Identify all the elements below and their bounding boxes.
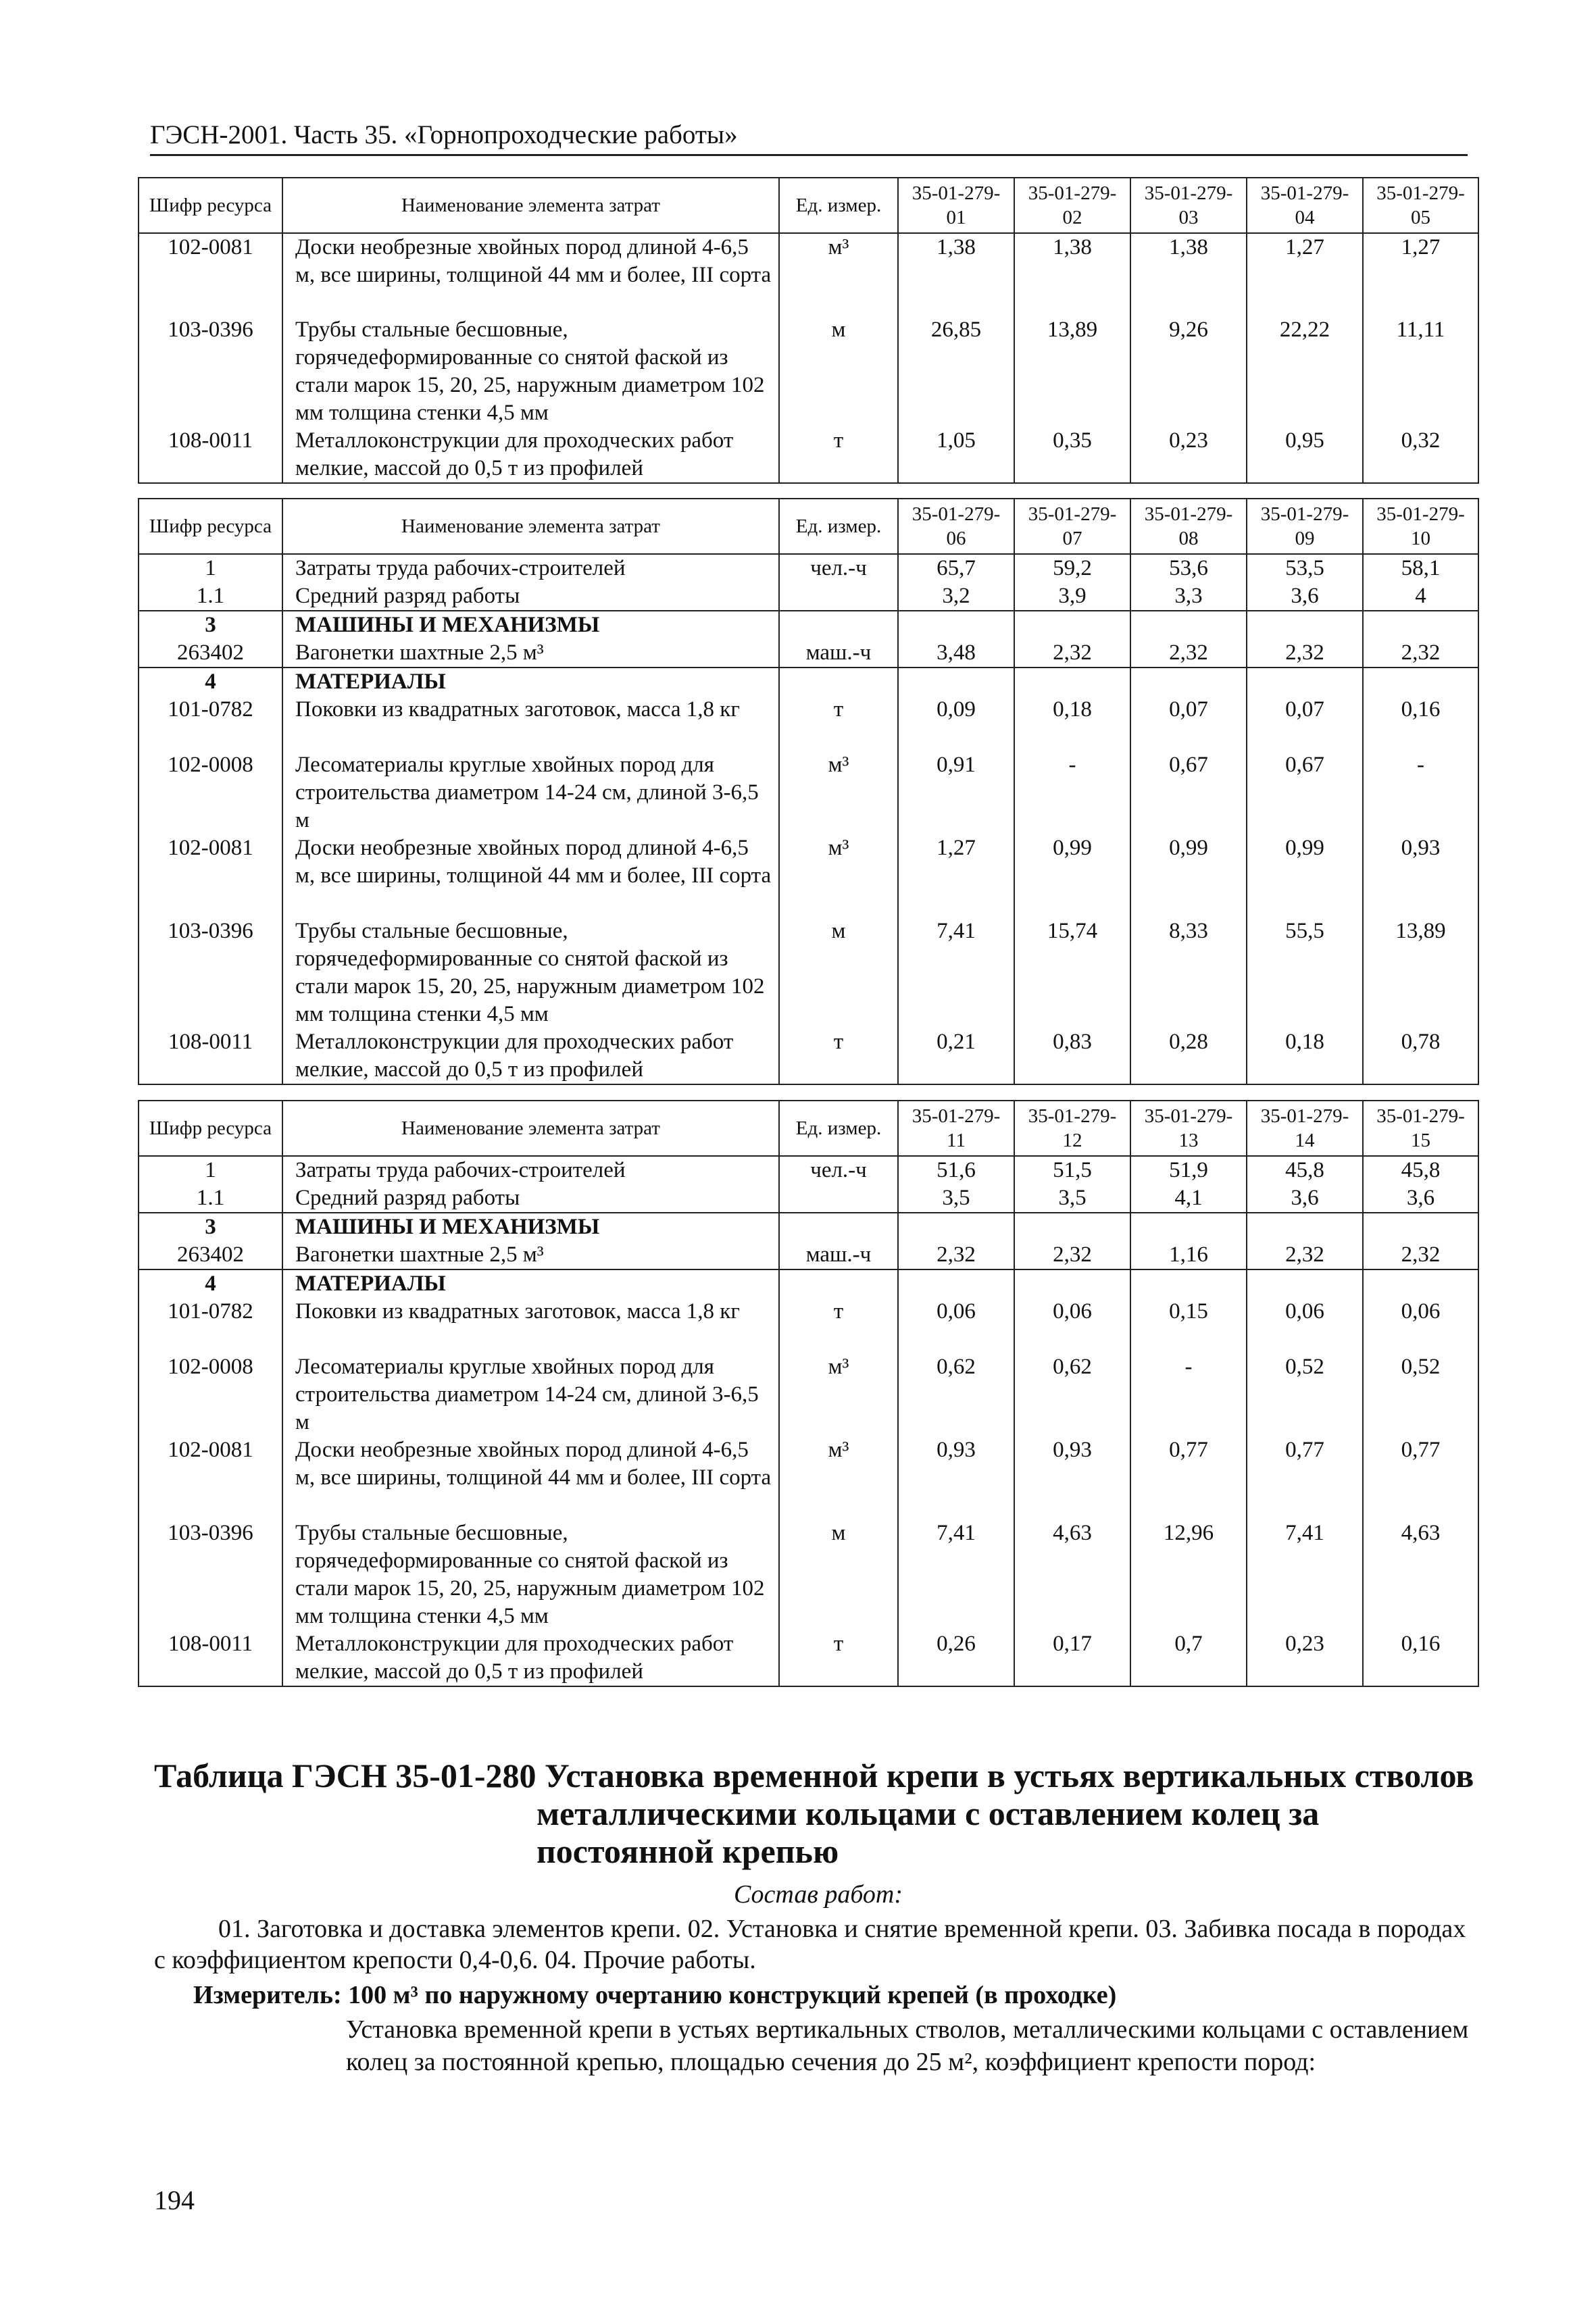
norm-value: 26,85 bbox=[898, 316, 1014, 427]
norm-value: 9,26 bbox=[1130, 316, 1247, 427]
norm-value: 0,62 bbox=[1014, 1353, 1130, 1436]
cost-element-name: Доски необрезные хвойных пород длиной 4-6,5 м, все ширины, толщиной 44 мм и более, III сорта bbox=[282, 834, 779, 917]
norm-value bbox=[898, 668, 1014, 696]
cost-element-name: МАТЕРИАЛЫ bbox=[282, 1269, 779, 1298]
norm-value: 0,06 bbox=[1014, 1298, 1130, 1353]
col-header-name: Наименование элемента затрат bbox=[282, 499, 779, 554]
unit-of-measure: м bbox=[779, 1519, 898, 1630]
norm-value: 0,77 bbox=[1363, 1436, 1478, 1519]
col-header-unit: Ед. измер. bbox=[779, 1101, 898, 1156]
norm-value: 2,32 bbox=[1363, 639, 1478, 668]
norms-table-3 bbox=[138, 1100, 1479, 1687]
cost-element-name: Лесоматериалы круглые хвойных пород для строительства диаметром 14-24 см, длиной 3-6,5 м bbox=[282, 1353, 779, 1436]
page-number: 194 bbox=[154, 2185, 195, 2215]
col-header-norm: 35-01-279-14 bbox=[1247, 1101, 1363, 1156]
table-row bbox=[139, 611, 1478, 639]
cost-element-name: МАШИНЫ И МЕХАНИЗМЫ bbox=[282, 1213, 779, 1241]
norm-value: 0,67 bbox=[1247, 751, 1363, 834]
table-row bbox=[139, 668, 1478, 696]
table-row bbox=[139, 917, 1478, 1028]
norm-value bbox=[1247, 1213, 1363, 1241]
norm-value: - bbox=[1363, 751, 1478, 834]
norm-value: 13,89 bbox=[1014, 316, 1130, 427]
resource-code: 263402 bbox=[139, 1241, 282, 1269]
norm-value: 13,89 bbox=[1363, 917, 1478, 1028]
norm-value: 0,21 bbox=[898, 1028, 1014, 1084]
resource-code: 103-0396 bbox=[139, 917, 282, 1028]
norm-value: 2,32 bbox=[1014, 1241, 1130, 1269]
norms-table-1 bbox=[138, 177, 1479, 484]
table-row bbox=[139, 1269, 1478, 1298]
resource-code: 1 bbox=[139, 554, 282, 582]
col-header-unit: Ед. измер. bbox=[779, 178, 898, 233]
unit-of-measure: чел.-ч bbox=[779, 554, 898, 582]
norm-value: 7,41 bbox=[1247, 1519, 1363, 1630]
norm-value: 3,3 bbox=[1130, 582, 1247, 611]
col-header-norm: 35-01-279-11 bbox=[898, 1101, 1014, 1156]
norm-value bbox=[1130, 1269, 1247, 1298]
norm-value: 3,5 bbox=[898, 1184, 1014, 1213]
norm-value bbox=[1247, 668, 1363, 696]
norm-value: 2,32 bbox=[898, 1241, 1014, 1269]
section-title-line-1: Таблица ГЭСН 35-01-280 Установка временной крепи в устьях вертикальных стволов bbox=[154, 1757, 1474, 1794]
unit-of-measure: м³ bbox=[779, 834, 898, 917]
norm-value bbox=[1363, 1269, 1478, 1298]
norm-value: 4,63 bbox=[1363, 1519, 1478, 1630]
table-row bbox=[139, 233, 1478, 316]
cost-element-name: Доски необрезные хвойных пород длиной 4-6,5 м, все ширины, толщиной 44 мм и более, III сорта bbox=[282, 1436, 779, 1519]
cost-element-name: Средний разряд работы bbox=[282, 1184, 779, 1213]
cost-element-name: Металлоконструкции для проходческих работ мелкие, массой до 0,5 т из профилей bbox=[282, 1028, 779, 1084]
resource-code: 108-0011 bbox=[139, 427, 282, 483]
unit-of-measure: м bbox=[779, 917, 898, 1028]
norm-value: 0,91 bbox=[898, 751, 1014, 834]
table-row bbox=[139, 1436, 1478, 1519]
cost-element-name: Лесоматериалы круглые хвойных пород для строительства диаметром 14-24 см, длиной 3-6,5 м bbox=[282, 751, 779, 834]
table-row bbox=[139, 1353, 1478, 1436]
norm-value: 3,6 bbox=[1247, 582, 1363, 611]
unit-of-measure: т bbox=[779, 1630, 898, 1686]
norm-value: 0,06 bbox=[1247, 1298, 1363, 1353]
col-header-norm: 35-01-279-10 bbox=[1363, 499, 1478, 554]
norm-value: 1,27 bbox=[1363, 233, 1478, 316]
norm-value: 1,27 bbox=[898, 834, 1014, 917]
resource-code: 102-0081 bbox=[139, 1436, 282, 1519]
norm-value bbox=[898, 611, 1014, 639]
table-row bbox=[139, 1519, 1478, 1630]
col-header-norm: 35-01-279-01 bbox=[898, 178, 1014, 233]
norm-value: 0,16 bbox=[1363, 1630, 1478, 1686]
cost-element-name: Вагонетки шахтные 2,5 м³ bbox=[282, 639, 779, 668]
norm-value bbox=[1363, 1213, 1478, 1241]
norm-value: 4,63 bbox=[1014, 1519, 1130, 1630]
resource-code: 263402 bbox=[139, 639, 282, 668]
table-row bbox=[139, 1213, 1478, 1241]
cost-element-name: МАШИНЫ И МЕХАНИЗМЫ bbox=[282, 611, 779, 639]
norm-value bbox=[1363, 611, 1478, 639]
norm-value bbox=[1014, 611, 1130, 639]
table-row bbox=[139, 834, 1478, 917]
norm-value: 0,93 bbox=[1363, 834, 1478, 917]
norm-value: 0,77 bbox=[1130, 1436, 1247, 1519]
norm-value: 0,78 bbox=[1363, 1028, 1478, 1084]
resource-code: 103-0396 bbox=[139, 1519, 282, 1630]
table-row bbox=[139, 1298, 1478, 1353]
norm-value: 0,77 bbox=[1247, 1436, 1363, 1519]
unit-of-measure: т bbox=[779, 1028, 898, 1084]
table-row bbox=[139, 582, 1478, 611]
measure-unit: Измеритель: 100 м³ по наружному очертанию конструкций крепей (в проходке) bbox=[193, 1981, 1117, 2009]
norm-value: 2,32 bbox=[1247, 1241, 1363, 1269]
norm-value bbox=[1014, 1213, 1130, 1241]
cost-element-name: Металлоконструкции для проходческих работ мелкие, массой до 0,5 т из профилей bbox=[282, 427, 779, 483]
section-title-line-3: постоянной крепью bbox=[537, 1832, 839, 1870]
table-row bbox=[139, 316, 1478, 427]
norm-value: 0,26 bbox=[898, 1630, 1014, 1686]
norm-value: 0,06 bbox=[1363, 1298, 1478, 1353]
cost-element-name: Трубы стальные бесшовные, горячедеформированные со снятой фаской из стали марок 15, 20, 25, наружным диаметром 102 мм толщина стенки 4,5 мм bbox=[282, 917, 779, 1028]
cost-element-name: Металлоконструкции для проходческих работ мелкие, массой до 0,5 т из профилей bbox=[282, 1630, 779, 1686]
resource-code: 1 bbox=[139, 1156, 282, 1184]
col-header-norm: 35-01-279-05 bbox=[1363, 178, 1478, 233]
norm-value: 1,38 bbox=[898, 233, 1014, 316]
col-header-norm: 35-01-279-09 bbox=[1247, 499, 1363, 554]
norm-value: 1,27 bbox=[1247, 233, 1363, 316]
resource-code: 1.1 bbox=[139, 582, 282, 611]
unit-of-measure bbox=[779, 1213, 898, 1241]
norm-value: 45,8 bbox=[1247, 1156, 1363, 1184]
resource-code: 4 bbox=[139, 668, 282, 696]
norm-value: 51,9 bbox=[1130, 1156, 1247, 1184]
col-header-norm: 35-01-279-04 bbox=[1247, 178, 1363, 233]
section-title-line-2: металлическими кольцами с оставлением колец за bbox=[537, 1794, 1320, 1832]
unit-of-measure: маш.-ч bbox=[779, 639, 898, 668]
resource-code: 102-0008 bbox=[139, 751, 282, 834]
norm-value: 0,17 bbox=[1014, 1630, 1130, 1686]
col-header-norm: 35-01-279-07 bbox=[1014, 499, 1130, 554]
table-row bbox=[139, 751, 1478, 834]
norms-table-2 bbox=[138, 498, 1479, 1085]
norm-value: 7,41 bbox=[898, 917, 1014, 1028]
col-header-norm: 35-01-279-13 bbox=[1130, 1101, 1247, 1156]
norm-value: 4,1 bbox=[1130, 1184, 1247, 1213]
norm-value bbox=[1130, 1213, 1247, 1241]
norm-value: 0,23 bbox=[1130, 427, 1247, 483]
norm-value: 0,52 bbox=[1247, 1353, 1363, 1436]
col-header-code: Шифр ресурса bbox=[139, 178, 282, 233]
unit-of-measure bbox=[779, 611, 898, 639]
unit-of-measure: т bbox=[779, 1298, 898, 1353]
norm-value: 0,35 bbox=[1014, 427, 1130, 483]
cost-element-name: МАТЕРИАЛЫ bbox=[282, 668, 779, 696]
norm-value: 0,95 bbox=[1247, 427, 1363, 483]
cost-element-name: Доски необрезные хвойных пород длиной 4-6,5 м, все ширины, толщиной 44 мм и более, III сорта bbox=[282, 233, 779, 316]
section-title bbox=[154, 1757, 1478, 1870]
resource-code: 1.1 bbox=[139, 1184, 282, 1213]
norm-value: 2,32 bbox=[1247, 639, 1363, 668]
norm-value: 0,93 bbox=[898, 1436, 1014, 1519]
norm-value bbox=[898, 1269, 1014, 1298]
col-header-norm: 35-01-279-08 bbox=[1130, 499, 1247, 554]
norm-value: 0,93 bbox=[1014, 1436, 1130, 1519]
composition-text: 01. Заготовка и доставка элементов крепи. 02. Установка и снятие временной крепи. 03. Забивка посада в породах с коэффициентом крепости 0,4-0,6. 04. Прочие работы. bbox=[154, 1915, 1466, 1974]
unit-of-measure bbox=[779, 1269, 898, 1298]
unit-of-measure bbox=[779, 668, 898, 696]
norm-value: 3,5 bbox=[1014, 1184, 1130, 1213]
norm-value: - bbox=[1014, 751, 1130, 834]
norm-value: 53,5 bbox=[1247, 554, 1363, 582]
resource-code: 101-0782 bbox=[139, 696, 282, 751]
norm-value: 0,09 bbox=[898, 696, 1014, 751]
unit-of-measure bbox=[779, 582, 898, 611]
unit-of-measure: м bbox=[779, 316, 898, 427]
resource-code: 101-0782 bbox=[139, 1298, 282, 1353]
resource-code: 102-0081 bbox=[139, 233, 282, 316]
running-header: ГЭСН-2001. Часть 35. «Горнопроходческие работы» bbox=[150, 120, 1468, 156]
norm-value: 8,33 bbox=[1130, 917, 1247, 1028]
norm-value: 3,48 bbox=[898, 639, 1014, 668]
norm-value bbox=[1130, 668, 1247, 696]
norm-value: 0,99 bbox=[1130, 834, 1247, 917]
unit-of-measure bbox=[779, 1184, 898, 1213]
resource-code: 108-0011 bbox=[139, 1630, 282, 1686]
norm-value: 0,06 bbox=[898, 1298, 1014, 1353]
norm-value: 0,18 bbox=[1247, 1028, 1363, 1084]
col-header-unit: Ед. измер. bbox=[779, 499, 898, 554]
unit-of-measure: м³ bbox=[779, 1353, 898, 1436]
norm-value: 7,41 bbox=[898, 1519, 1014, 1630]
cost-element-name: Трубы стальные бесшовные, горячедеформированные со снятой фаской из стали марок 15, 20, 25, наружным диаметром 102 мм толщина стенки 4,5 мм bbox=[282, 1519, 779, 1630]
norm-value: 3,2 bbox=[898, 582, 1014, 611]
norm-value: 3,9 bbox=[1014, 582, 1130, 611]
norm-value: 1,05 bbox=[898, 427, 1014, 483]
resource-code: 3 bbox=[139, 611, 282, 639]
cost-element-name: Поковки из квадратных заготовок, масса 1,8 кг bbox=[282, 696, 779, 751]
composition-heading: Состав работ: bbox=[733, 1880, 903, 1909]
norm-value: 4 bbox=[1363, 582, 1478, 611]
norm-value: 53,6 bbox=[1130, 554, 1247, 582]
table-row bbox=[139, 427, 1478, 483]
norm-value: 2,32 bbox=[1014, 639, 1130, 668]
norm-value: 1,38 bbox=[1014, 233, 1130, 316]
norm-value bbox=[1247, 1269, 1363, 1298]
norm-value: 0,16 bbox=[1363, 696, 1478, 751]
unit-of-measure: т bbox=[779, 427, 898, 483]
norm-value: 0,52 bbox=[1363, 1353, 1478, 1436]
norm-value: 58,1 bbox=[1363, 554, 1478, 582]
norm-value: 0,67 bbox=[1130, 751, 1247, 834]
unit-of-measure: маш.-ч bbox=[779, 1241, 898, 1269]
unit-of-measure: м³ bbox=[779, 233, 898, 316]
norm-value bbox=[1130, 611, 1247, 639]
col-header-name: Наименование элемента затрат bbox=[282, 1101, 779, 1156]
resource-code: 4 bbox=[139, 1269, 282, 1298]
col-header-norm: 35-01-279-15 bbox=[1363, 1101, 1478, 1156]
norm-value: 2,32 bbox=[1363, 1241, 1478, 1269]
norm-value: 15,74 bbox=[1014, 917, 1130, 1028]
col-header-code: Шифр ресурса bbox=[139, 499, 282, 554]
norm-value: 2,32 bbox=[1130, 639, 1247, 668]
norm-value: 12,96 bbox=[1130, 1519, 1247, 1630]
cost-element-name: Вагонетки шахтные 2,5 м³ bbox=[282, 1241, 779, 1269]
norm-value: 51,6 bbox=[898, 1156, 1014, 1184]
norm-value: 0,32 bbox=[1363, 427, 1478, 483]
norm-value bbox=[1014, 668, 1130, 696]
table-row bbox=[139, 1630, 1478, 1686]
table-description: Установка временной крепи в устьях вертикальных стволов, металлическими кольцами с оставлением колец за постоянной крепью, площадью сечения до 25 м², коэффициент крепости пород: bbox=[346, 2015, 1469, 2076]
norm-value: 59,2 bbox=[1014, 554, 1130, 582]
norm-value: 0,62 bbox=[898, 1353, 1014, 1436]
cost-element-name: Затраты труда рабочих-строителей bbox=[282, 554, 779, 582]
norm-value: 45,8 bbox=[1363, 1156, 1478, 1184]
table-row bbox=[139, 1156, 1478, 1184]
norm-value: 1,16 bbox=[1130, 1241, 1247, 1269]
col-header-norm: 35-01-279-03 bbox=[1130, 178, 1247, 233]
resource-code: 3 bbox=[139, 1213, 282, 1241]
norm-value: 0,18 bbox=[1014, 696, 1130, 751]
norm-value: 0,7 bbox=[1130, 1630, 1247, 1686]
norm-value: 0,99 bbox=[1247, 834, 1363, 917]
resource-code: 103-0396 bbox=[139, 316, 282, 427]
unit-of-measure: чел.-ч bbox=[779, 1156, 898, 1184]
norm-value: 0,99 bbox=[1014, 834, 1130, 917]
resource-code: 108-0011 bbox=[139, 1028, 282, 1084]
table-row bbox=[139, 696, 1478, 751]
col-header-norm: 35-01-279-06 bbox=[898, 499, 1014, 554]
norm-value: - bbox=[1130, 1353, 1247, 1436]
table-row bbox=[139, 1028, 1478, 1084]
norm-value: 0,83 bbox=[1014, 1028, 1130, 1084]
cost-element-name: Трубы стальные бесшовные, горячедеформированные со снятой фаской из стали марок 15, 20, 25, наружным диаметром 102 мм толщина стенки 4,5 мм bbox=[282, 316, 779, 427]
norm-value: 1,38 bbox=[1130, 233, 1247, 316]
norm-value: 51,5 bbox=[1014, 1156, 1130, 1184]
table-row bbox=[139, 1184, 1478, 1213]
table-row bbox=[139, 639, 1478, 668]
norm-value bbox=[898, 1213, 1014, 1241]
unit-of-measure: т bbox=[779, 696, 898, 751]
norm-value: 0,07 bbox=[1247, 696, 1363, 751]
col-header-name: Наименование элемента затрат bbox=[282, 178, 779, 233]
col-header-norm: 35-01-279-12 bbox=[1014, 1101, 1130, 1156]
norm-value bbox=[1247, 611, 1363, 639]
col-header-code: Шифр ресурса bbox=[139, 1101, 282, 1156]
table-row bbox=[139, 554, 1478, 582]
unit-of-measure: м³ bbox=[779, 751, 898, 834]
resource-code: 102-0008 bbox=[139, 1353, 282, 1436]
cost-element-name: Средний разряд работы bbox=[282, 582, 779, 611]
cost-element-name: Поковки из квадратных заготовок, масса 1,8 кг bbox=[282, 1298, 779, 1353]
norm-value: 22,22 bbox=[1247, 316, 1363, 427]
norm-value bbox=[1014, 1269, 1130, 1298]
resource-code: 102-0081 bbox=[139, 834, 282, 917]
table-row bbox=[139, 1241, 1478, 1269]
norm-value: 3,6 bbox=[1363, 1184, 1478, 1213]
col-header-norm: 35-01-279-02 bbox=[1014, 178, 1130, 233]
norm-value: 0,15 bbox=[1130, 1298, 1247, 1353]
unit-of-measure: м³ bbox=[779, 1436, 898, 1519]
norm-value bbox=[1363, 668, 1478, 696]
cost-element-name: Затраты труда рабочих-строителей bbox=[282, 1156, 779, 1184]
norm-value: 55,5 bbox=[1247, 917, 1363, 1028]
norm-value: 65,7 bbox=[898, 554, 1014, 582]
norm-value: 0,23 bbox=[1247, 1630, 1363, 1686]
norm-value: 3,6 bbox=[1247, 1184, 1363, 1213]
norm-value: 0,28 bbox=[1130, 1028, 1247, 1084]
norm-value: 11,11 bbox=[1363, 316, 1478, 427]
norm-value: 0,07 bbox=[1130, 696, 1247, 751]
